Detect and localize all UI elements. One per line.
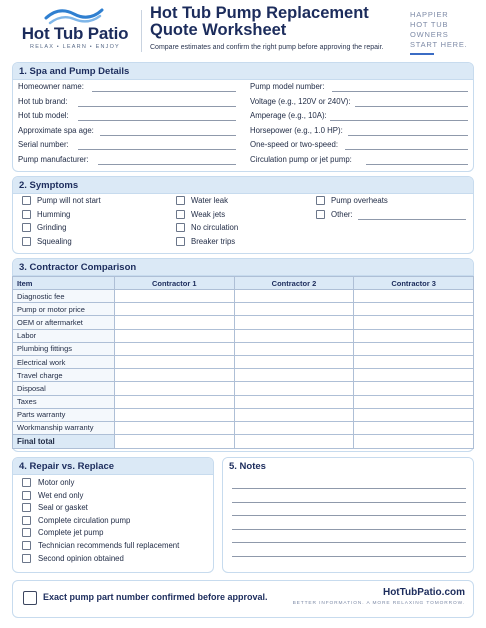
repair-option-label: Motor only — [38, 478, 75, 487]
table-row — [13, 342, 474, 355]
table-row — [13, 329, 474, 342]
final-total-cell[interactable] — [114, 435, 234, 449]
row-item-label: Disposal — [13, 382, 115, 395]
repair-option-checkbox[interactable] — [22, 554, 31, 563]
contractor-cell[interactable] — [354, 421, 474, 434]
field-input-line[interactable] — [332, 91, 468, 92]
symptom-label: Pump will not start — [37, 196, 101, 205]
row-item-label: Travel charge — [13, 369, 115, 382]
table-row — [13, 408, 474, 421]
contractor-cell[interactable] — [114, 355, 234, 368]
contractor-cell[interactable] — [114, 421, 234, 434]
logo-name: Hot Tub Patio — [21, 24, 129, 43]
table-row — [13, 290, 474, 303]
slogan — [410, 10, 480, 50]
contractor-cell[interactable] — [114, 382, 234, 395]
symptom-checkbox[interactable] — [316, 210, 325, 219]
field-input-line[interactable] — [355, 106, 468, 107]
field-label: One-speed or two-speed: — [250, 140, 338, 149]
slogan-line: OWNERS — [410, 30, 449, 39]
contractor-cell[interactable] — [114, 369, 234, 382]
contractor-cell[interactable] — [354, 316, 474, 329]
slogan-line: HOT TUB — [410, 20, 449, 29]
symptom-label: Water leak — [191, 196, 228, 205]
note-line[interactable] — [232, 556, 466, 557]
note-line[interactable] — [232, 542, 466, 543]
repair-option-checkbox[interactable] — [22, 528, 31, 537]
repair-option-label: Complete jet pump — [38, 528, 104, 538]
section-title: 3. Contractor Comparison — [13, 259, 473, 276]
symptom-label: Squealing — [37, 236, 72, 246]
repair-option-label: Technician recommends full replacement — [38, 541, 180, 550]
row-item-label: OEM or aftermarket — [13, 316, 115, 329]
page-header — [0, 0, 486, 58]
symptom-checkbox[interactable] — [22, 223, 31, 232]
contractor-comparison-table — [12, 276, 474, 449]
contractor-cell[interactable] — [234, 382, 354, 395]
field-label: Amperage (e.g., 10A): — [250, 111, 327, 120]
row-item-label: Parts warranty — [13, 408, 115, 421]
header-divider — [141, 10, 142, 52]
symptom-checkbox[interactable] — [176, 237, 185, 246]
field-input-line[interactable] — [92, 91, 236, 92]
field-label: Serial number: — [18, 140, 69, 149]
field-label: Homeowner name: — [18, 82, 84, 91]
final-total-cell[interactable] — [234, 435, 354, 449]
page-subtitle: Compare estimates and confirm the right pump before approving the repair. — [150, 44, 384, 51]
repair-option-checkbox[interactable] — [22, 516, 31, 525]
field-input-line[interactable] — [330, 120, 468, 121]
section-title: 1. Spa and Pump Details — [13, 63, 473, 80]
symptom-label: Pump overheats — [331, 196, 388, 205]
contractor-cell[interactable] — [234, 329, 354, 342]
row-item-label: Pump or motor price — [13, 303, 115, 316]
symptom-checkbox[interactable] — [316, 196, 325, 205]
field-label: Circulation pump or jet pump: — [250, 154, 352, 164]
contractor-cell[interactable] — [114, 342, 234, 355]
contractor-cell[interactable] — [114, 395, 234, 408]
repair-option-label: Wet end only — [38, 490, 84, 500]
contractor-cell[interactable] — [354, 355, 474, 368]
contractor-cell[interactable] — [114, 329, 234, 342]
symptom-label: No circulation — [191, 223, 239, 232]
field-label: Voltage (e.g., 120V or 240V): — [250, 96, 351, 106]
field-input-line[interactable] — [366, 164, 468, 165]
field-input-line[interactable] — [78, 106, 236, 107]
other-input-line[interactable] — [358, 219, 466, 220]
contractor-cell[interactable] — [234, 395, 354, 408]
column-header: Contractor 2 — [234, 277, 354, 290]
section-title: 2. Symptoms — [13, 177, 473, 194]
field-input-line[interactable] — [78, 149, 236, 150]
contractor-cell[interactable] — [234, 408, 354, 421]
field-label: Hot tub brand: — [18, 96, 68, 106]
section-title: 5. Notes — [223, 458, 473, 475]
row-item-label: Workmanship warranty — [13, 421, 115, 434]
column-header: Item — [13, 277, 115, 290]
symptom-checkbox[interactable] — [22, 210, 31, 219]
field-label: Hot tub model: — [18, 111, 69, 120]
field-label: Horsepower (e.g., 1.0 HP): — [250, 125, 343, 135]
slogan-accent — [410, 53, 434, 55]
row-item-label: Labor — [13, 329, 115, 342]
note-line[interactable] — [232, 529, 466, 530]
note-line[interactable] — [232, 502, 466, 503]
contractor-cell[interactable] — [354, 408, 474, 421]
contractor-cell[interactable] — [234, 290, 354, 303]
site-name: HotTubPatio.com — [382, 587, 465, 598]
final-total-label: Final total — [13, 435, 115, 449]
field-input-line[interactable] — [100, 135, 236, 136]
section-title: 4. Repair vs. Replace — [13, 458, 213, 475]
table-row — [13, 421, 474, 434]
field-input-line[interactable] — [98, 164, 236, 165]
section-symptoms — [12, 176, 474, 254]
site-tagline: BETTER INFORMATION. A MORE RELAXING TOMORROW. — [292, 601, 465, 606]
table-row — [13, 355, 474, 368]
contractor-cell[interactable] — [114, 316, 234, 329]
page-title — [150, 5, 400, 39]
field-input-line[interactable] — [348, 135, 468, 136]
repair-option-label: Second opinion obtained — [38, 553, 124, 563]
contractor-cell[interactable] — [234, 342, 354, 355]
contractor-cell[interactable] — [354, 290, 474, 303]
logo-tagline: RELAX • LEARN • ENJOY — [30, 44, 120, 50]
table-row — [13, 316, 474, 329]
symptom-label: Other: — [331, 209, 353, 219]
symptom-label: Weak jets — [191, 209, 226, 219]
table-row — [13, 395, 474, 408]
contractor-cell[interactable] — [234, 355, 354, 368]
note-line[interactable] — [232, 488, 466, 489]
repair-option-label: Complete circulation pump — [38, 515, 131, 525]
slogan-line: HAPPIER — [410, 10, 449, 19]
row-item-label: Taxes — [13, 395, 115, 408]
field-label: Approximate spa age: — [18, 125, 94, 135]
symptom-checkbox[interactable] — [176, 196, 185, 205]
contractor-cell[interactable] — [234, 303, 354, 316]
row-item-label: Plumbing fittings — [13, 342, 115, 355]
column-header: Contractor 3 — [354, 277, 474, 290]
table-row — [13, 369, 474, 382]
contractor-cell[interactable] — [354, 382, 474, 395]
final-total-cell[interactable] — [354, 435, 474, 449]
contractor-cell[interactable] — [234, 369, 354, 382]
symptom-label: Humming — [37, 209, 71, 219]
part-number-confirmed-checkbox[interactable] — [23, 591, 37, 605]
row-item-label: Diagnostic fee — [13, 290, 115, 303]
title-line-2: Quote Worksheet — [150, 21, 287, 39]
contractor-cell[interactable] — [354, 329, 474, 342]
column-header: Contractor 1 — [114, 277, 234, 290]
confirm-text: Exact pump part number confirmed before approval. — [43, 592, 268, 602]
contractor-cell[interactable] — [114, 408, 234, 421]
contractor-cell[interactable] — [354, 395, 474, 408]
symptom-checkbox[interactable] — [176, 210, 185, 219]
note-line[interactable] — [232, 515, 466, 516]
repair-option-checkbox[interactable] — [22, 541, 31, 550]
repair-option-checkbox[interactable] — [22, 478, 31, 487]
table-row — [13, 303, 474, 316]
repair-option-label: Seal or gasket — [38, 503, 88, 513]
symptom-checkbox[interactable] — [22, 237, 31, 246]
contractor-cell[interactable] — [354, 342, 474, 355]
table-row — [13, 382, 474, 395]
contractor-cell[interactable] — [234, 316, 354, 329]
repair-option-checkbox[interactable] — [22, 491, 31, 500]
symptom-checkbox[interactable] — [22, 196, 31, 205]
table-header-row — [13, 277, 474, 290]
row-item-label: Electrical work — [13, 355, 115, 368]
contractor-cell[interactable] — [114, 290, 234, 303]
symptom-label: Breaker trips — [191, 236, 236, 246]
approval-footer — [12, 580, 474, 618]
symptom-label: Grinding — [37, 223, 67, 232]
logo — [14, 6, 136, 54]
contractor-cell[interactable] — [114, 303, 234, 316]
contractor-cell[interactable] — [354, 303, 474, 316]
field-input-line[interactable] — [78, 120, 236, 121]
contractor-cell[interactable] — [234, 421, 354, 434]
field-label: Pump model number: — [250, 82, 325, 91]
wave-logo-icon — [44, 6, 104, 26]
contractor-cell[interactable] — [354, 369, 474, 382]
final-total-row — [13, 435, 474, 449]
field-label: Pump manufacturer: — [18, 154, 89, 164]
symptom-checkbox[interactable] — [176, 223, 185, 232]
slogan-line: START HERE. — [410, 40, 468, 49]
repair-option-checkbox[interactable] — [22, 503, 31, 512]
field-input-line[interactable] — [345, 149, 468, 150]
title-line-1: Hot Tub Pump Replacement — [150, 4, 369, 22]
